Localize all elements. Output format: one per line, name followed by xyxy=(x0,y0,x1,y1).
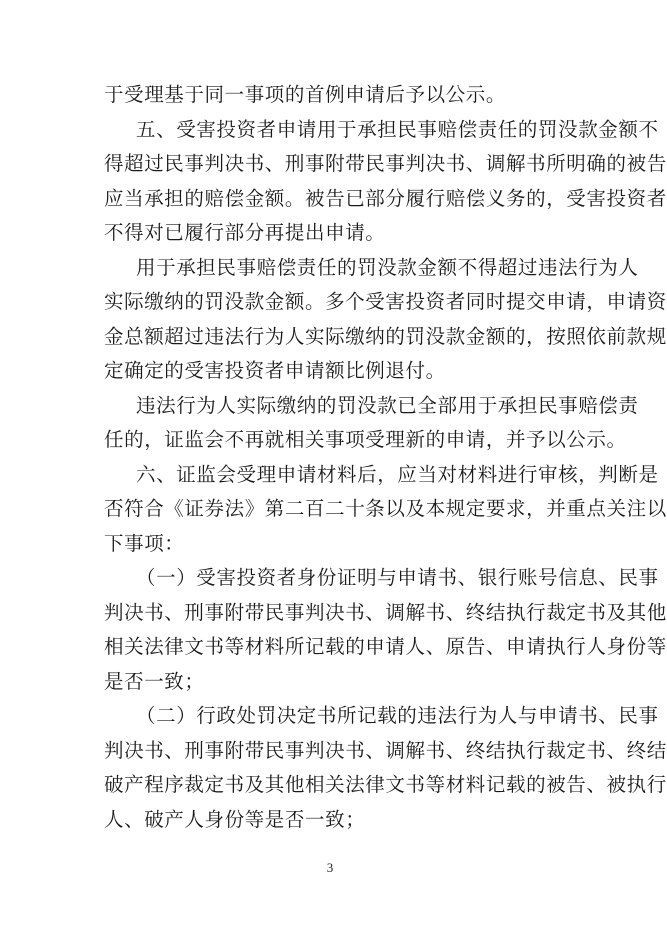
text-line: 判决书、刑事附带民事判决书、调解书、终结执行裁定书、终结 xyxy=(104,738,667,762)
text-line: 五、受害投资者申请用于承担民事赔偿责任的罚没款金额不 xyxy=(136,117,659,141)
text-line: 实际缴纳的罚没款金额。多个受害投资者同时提交申请，申请资 xyxy=(104,290,667,313)
text-line: 金总额超过违法行为人实际缴纳的罚没款金额的，按照依前款规 xyxy=(104,324,667,348)
text-line: 是否一致； xyxy=(104,669,205,693)
text-line: 相关法律文书等材料所记载的申请人、原告、申请执行人身份等 xyxy=(104,635,667,658)
text-line: 违法行为人实际缴纳的罚没款已全部用于承担民事赔偿责 xyxy=(136,393,639,417)
text-line: 判决书、刑事附带民事判决书、调解书、终结执行裁定书及其他 xyxy=(104,600,667,624)
text-line: 六、证监会受理申请材料后，应当对材料进行审核，判断是 xyxy=(136,462,659,486)
text-line: （一）受害投资者身份证明与申请书、银行账号信息、民事 xyxy=(136,566,659,589)
text-line: 应当承担的赔偿金额。被告已部分履行赔偿义务的，受害投资者 xyxy=(104,186,667,210)
text-line: 下事项： xyxy=(104,531,185,555)
text-line: 于受理基于同一事项的首例申请后予以公示。 xyxy=(104,83,507,106)
text-line: （二）行政处罚决定书所记载的违法行为人与申请书、民事 xyxy=(136,704,659,727)
text-line: 得超过民事判决书、刑事附带民事判决书、调解书所明确的被告 xyxy=(104,152,667,175)
text-line: 破产程序裁定书及其他相关法律文书等材料记载的被告、被执行 xyxy=(104,773,667,796)
text-line: 否符合《证券法》第二百二十条以及本规定要求，并重点关注以 xyxy=(104,497,667,520)
page-number: 3 xyxy=(326,860,334,875)
text-line: 用于承担民事赔偿责任的罚没款金额不得超过违法行为人 xyxy=(136,255,639,279)
text-line: 任的，证监会不再就相关事项受理新的申请，并予以公示。 xyxy=(104,428,627,451)
text-line: 不得对已履行部分再提出申请。 xyxy=(104,221,386,244)
text-line: 人、破产人身份等是否一致； xyxy=(104,807,366,831)
text-line: 定确定的受害投资者申请额比例退付。 xyxy=(104,359,446,382)
